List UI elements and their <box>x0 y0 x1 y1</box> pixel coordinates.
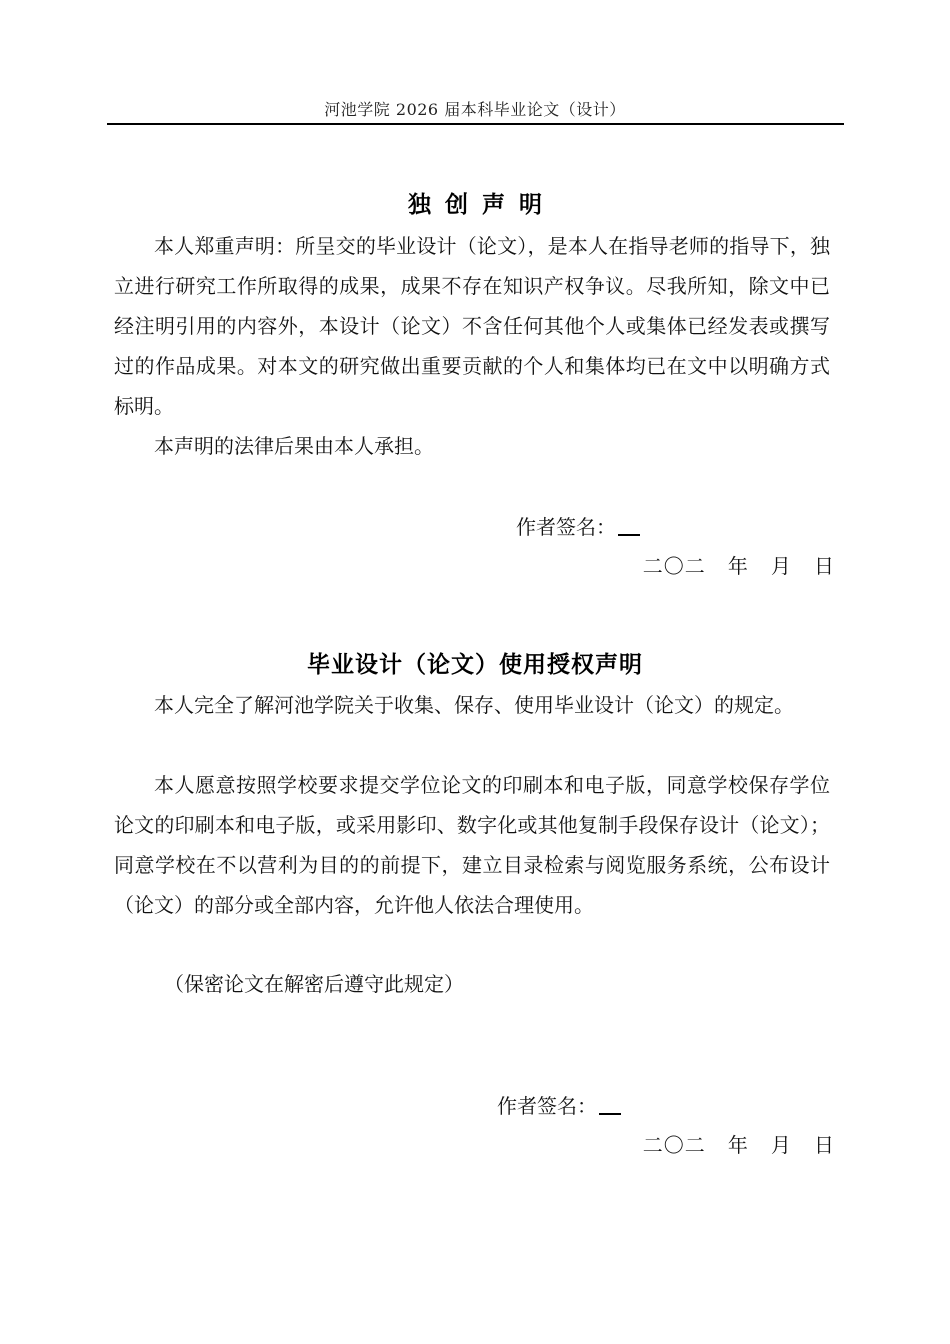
originality-paragraph-2: 本声明的法律后果由本人承担。 <box>154 434 434 458</box>
originality-paragraph-1: 本人郑重声明：所呈交的毕业设计（论文），是本人在指导老师的指导下，独立进行研究工作所取得的成果，成果不存在知识产权争议。尽我所知，除文中已经注明引用的内容外，本设计（论文）不含任何其他个人或集体已经发表或撰写过的作品成果。对本文的研究做出重要贡献的个人和集体均已在文中以明确方式标明。 <box>114 234 830 418</box>
header-rule <box>107 123 844 125</box>
signature-label: 作者签名： <box>497 1094 597 1118</box>
originality-signature <box>516 513 640 541</box>
authorization-paragraph-2: 本人愿意按照学校要求提交学位论文的印刷本和电子版，同意学校保存学位论文的印刷本和电子版，或采用影印、数字化或其他复制手段保存设计（论文）；同意学校在不以营利为目的的前提下，建立目录检索与阅览服务系统，公布设计（论文）的部分或全部内容，允许他人依法合理使用。 <box>114 773 830 917</box>
authorization-title: 毕业设计（论文）使用授权声明 <box>307 652 643 678</box>
signature-label: 作者签名： <box>516 515 616 539</box>
authorization-date: 二〇二 年 月 日 <box>642 1133 835 1157</box>
authorization-paragraph-3: （保密论文在解密后遵守此规定） <box>164 972 464 996</box>
page-header: 河池学院 2026 届本科毕业论文（设计） <box>324 100 626 119</box>
signature-blank <box>618 516 640 536</box>
signature-blank <box>599 1095 621 1115</box>
originality-date: 二〇二 年 月 日 <box>642 554 835 578</box>
authorization-paragraph-1: 本人完全了解河池学院关于收集、保存、使用毕业设计（论文）的规定。 <box>154 693 794 717</box>
authorization-signature <box>497 1092 621 1120</box>
originality-title: 独创声明 <box>408 192 556 218</box>
